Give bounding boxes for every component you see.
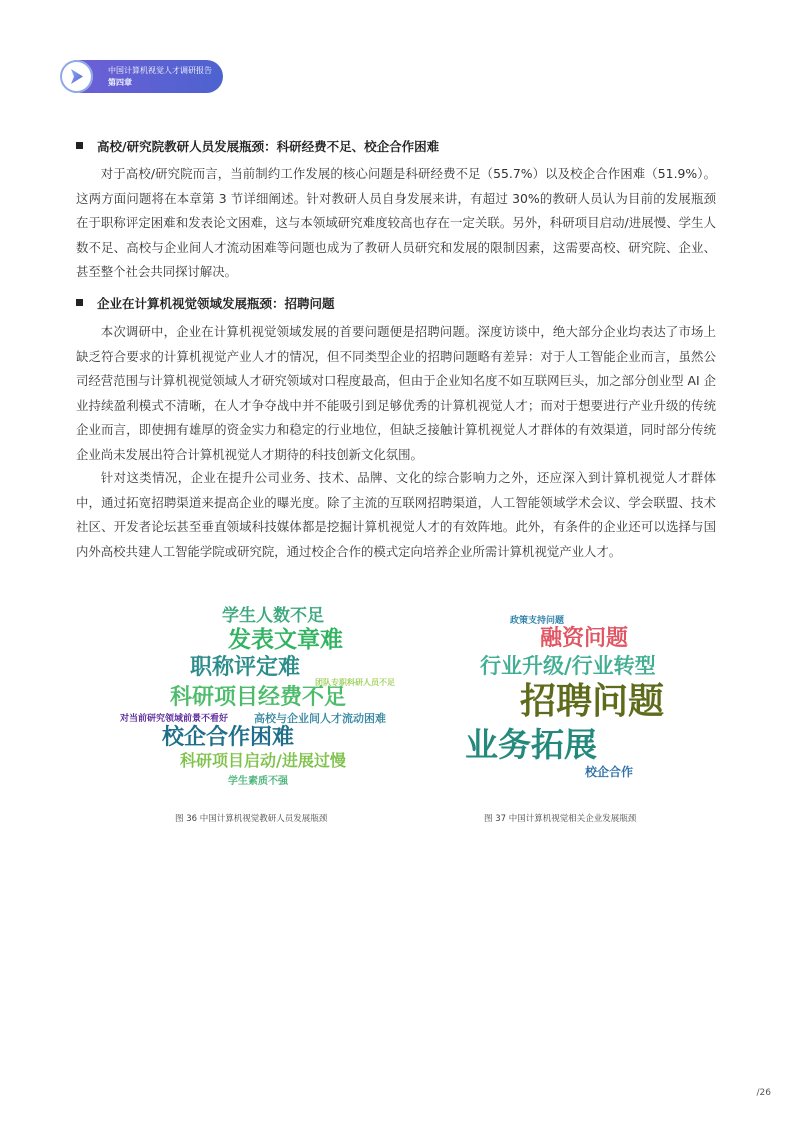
cloud-word: 高校与企业间人才流动困难 (254, 712, 386, 725)
cloud-word: 职称评定难 (190, 655, 301, 680)
chapter-label: 第四章 (108, 78, 132, 87)
cloud-word: 校企合作 (585, 765, 634, 779)
figure-caption: 图 37 中国计算机视觉相关企业发展瓶颈 (484, 814, 637, 824)
cloud-word: 业务拓展 (465, 725, 597, 764)
section-heading-text: 企业在计算机视觉领域发展瓶颈：招聘问题 (97, 296, 335, 311)
cloud-word: 政策支持问题 (510, 616, 565, 626)
cloud-word: 行业升级/行业转型 (480, 654, 656, 678)
bullet-square-icon (76, 142, 83, 149)
report-title: 中国计算机视觉人才调研报告 (108, 66, 212, 75)
cloud-word: 对当前研究领域前景不看好 (120, 714, 229, 724)
cloud-word: 科研项目经费不足 (170, 685, 347, 710)
paragraph: 对于高校/研究院而言，当前制约工作发展的核心问题是科研经费不足（55.7%）以及校企合作困难（51.9%）。这两方面问题将在本章第 3 节详细阐述。针对教研人员自身发展来讲，有超过 30%的教研人员认为目前的发展瓶颈在于职称评定困难和发表论文困难，这与本领域研究难度较高也存在一定关联。另外，科研项目启动/进展慢、学生人数不足、高校与企业间人才流动困难等问题也成为了教研人员研究和发展的限制因素，这需要高校、研究院、企业、甚至整个社会共同探讨解决。 (76, 166, 716, 279)
cloud-word: 学生素质不强 (228, 776, 288, 787)
chapter-marker-icon (60, 60, 93, 93)
cloud-word: 招聘问题 (520, 681, 665, 722)
cloud-word: 团队专职科研人员不足 (315, 678, 395, 687)
paragraph: 本次调研中，企业在计算机视觉领域发展的首要问题便是招聘问题。深度访谈中，绝大部分企业均表达了市场上缺乏符合要求的计算机视觉产业人才的情况，但不同类型企业的招聘问题略有差异：对于人工智能企业而言，虽然公司经营范围与计算机视觉领域人才研究领域对口程度最高，但由于企业知名度不如互联网巨头，加之部分创业型 AI 企业持续盈利模式不清晰，在人才争夺战中并不能吸引到足够优秀的计算机视觉人才；而对于想要进行产业升级的传统企业而言，即使拥有雄厚的资金实力和稳定的行业地位，但缺乏接触计算机视觉人才群体的有效渠道，同时部分传统企业尚未发展出符合计算机视觉人才期待的科技创新文化氛围。 (76, 324, 716, 462)
cloud-word: 科研项目启动/进展过慢 (180, 751, 346, 770)
cloud-word: 融资问题 (540, 626, 629, 651)
section-heading-academia (76, 137, 439, 155)
section-heading-text: 高校/研究院教研人员发展瓶颈：科研经费不足、校企合作困难 (97, 139, 440, 154)
cloud-word: 发表文章难 (228, 627, 343, 653)
word-cloud-academia (110, 605, 420, 795)
figure-caption: 图 36 中国计算机视觉教研人员发展瓶颈 (175, 814, 328, 824)
cloud-word: 校企合作困难 (162, 725, 295, 750)
page-number: /26 (756, 1088, 771, 1098)
section-heading-enterprise (76, 294, 335, 312)
cloud-word: 学生人数不足 (222, 606, 324, 626)
bullet-square-icon (76, 299, 83, 306)
word-cloud-enterprise (460, 612, 700, 792)
paragraph: 针对这类情况，企业在提升公司业务、技术、品牌、文化的综合影响力之外，还应深入到计算机视觉人才群体中，通过拓宽招聘渠道来提高企业的曝光度。除了主流的互联网招聘渠道，人工智能领域学术会议、学会联盟、技术社区、开发者论坛甚至垂直领域科技媒体都是挖掘计算机视觉人才的有效阵地。此外，有条件的企业还可以选择与国内外高校共建人工智能学院或研究院，通过校企合作的模式定向培养企业所需计算机视觉产业人才。 (76, 470, 716, 559)
report-header (60, 60, 223, 93)
